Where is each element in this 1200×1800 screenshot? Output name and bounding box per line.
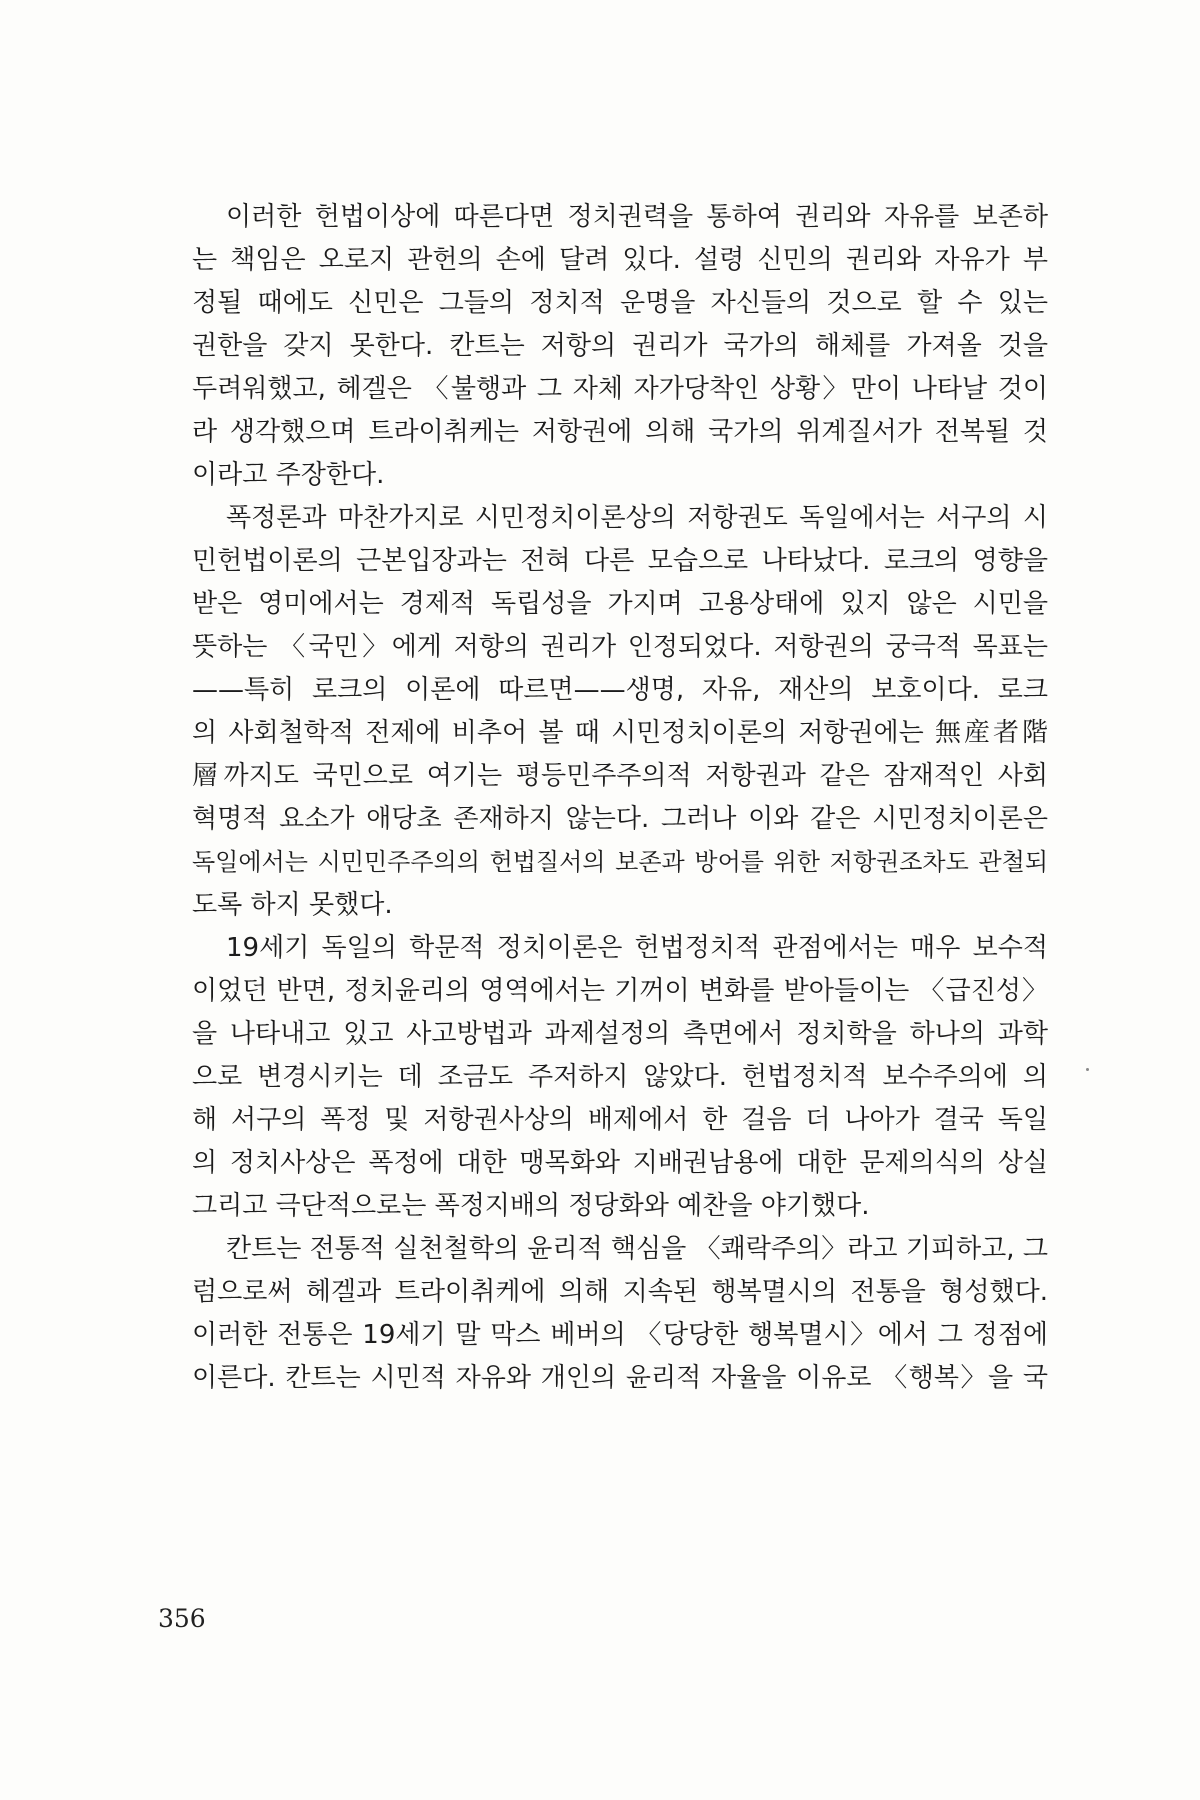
text-line: 그리고 극단적으로는 폭정지배의 정당화와 예찬을 야기했다. bbox=[192, 1191, 870, 1221]
scan-speck bbox=[1086, 1068, 1089, 1071]
text-line: 이른다. 칸트는 시민적 자유와 개인의 윤리적 자율을 이유로 〈행복〉을 국 bbox=[192, 1363, 1048, 1393]
text-line: 의 사회철학적 전제에 비추어 볼 때 시민정치이론의 저항권에는 無産者階 bbox=[192, 718, 1048, 748]
text-line: 럼으로써 헤겔과 트라이취케에 의해 지속된 행복멸시의 전통을 형성했다. bbox=[192, 1277, 1048, 1307]
page-number: 356 bbox=[158, 1604, 206, 1633]
text-line: 이라고 주장한다. bbox=[192, 460, 385, 490]
text-line: 도록 하지 못했다. bbox=[192, 890, 393, 920]
text-line: 민헌법이론의 근본입장과는 전혀 다른 모습으로 나타났다. 로크의 영향을 bbox=[192, 546, 1048, 576]
text-line: 는 책임은 오로지 관헌의 손에 달려 있다. 설령 신민의 권리와 자유가 부 bbox=[192, 245, 1048, 275]
text-line: 이러한 헌법이상에 따른다면 정치권력을 통하여 권리와 자유를 보존하 bbox=[226, 202, 1048, 232]
text-line: 19세기 독일의 학문적 정치이론은 헌법정치적 관점에서는 매우 보수적 bbox=[226, 933, 1048, 963]
paragraph-2 bbox=[158, 497, 1048, 927]
text-line: 을 나타내고 있고 사고방법과 과제설정의 측면에서 정치학을 하나의 과학 bbox=[192, 1019, 1048, 1049]
text-line: 받은 영미에서는 경제적 독립성을 가지며 고용상태에 있지 않은 시민을 bbox=[192, 589, 1048, 619]
text-line: 라 생각했으며 트라이취케는 저항권에 의해 국가의 위계질서가 전복될 것 bbox=[192, 417, 1048, 447]
text-line: 이었던 반면, 정치윤리의 영역에서는 기꺼이 변화를 받아들이는 〈급진성〉 bbox=[192, 976, 1048, 1006]
text-line: 뜻하는 〈국민〉에게 저항의 권리가 인정되었다. 저항권의 궁극적 목표는 bbox=[192, 632, 1048, 662]
text-line: 혁명적 요소가 애당초 존재하지 않는다. 그러나 이와 같은 시민정치이론은 bbox=[192, 804, 1048, 834]
paragraph-3 bbox=[158, 927, 1048, 1228]
body-text bbox=[158, 196, 1048, 1400]
paragraph-4 bbox=[158, 1228, 1048, 1400]
text-line: 두려워했고, 헤겔은 〈불행과 그 자체 자가당착인 상황〉만이 나타날 것이 bbox=[192, 374, 1048, 404]
text-line: 폭정론과 마찬가지로 시민정치이론상의 저항권도 독일에서는 서구의 시 bbox=[226, 503, 1048, 533]
text-line: 의 정치사상은 폭정에 대한 맹목화와 지배권남용에 대한 문제의식의 상실 bbox=[192, 1148, 1048, 1178]
text-line: 칸트는 전통적 실천철학의 윤리적 핵심을 〈쾌락주의〉라고 기피하고, 그 bbox=[226, 1234, 1048, 1264]
text-line: 해 서구의 폭정 및 저항권사상의 배제에서 한 걸음 더 나아가 결국 독일 bbox=[192, 1105, 1048, 1135]
text-line: 이러한 전통은 19세기 말 막스 베버의 〈당당한 행복멸시〉에서 그 정점에 bbox=[192, 1320, 1048, 1350]
text-line: ——특히 로크의 이론에 따르면——생명, 자유, 재산의 보호이다. 로크 bbox=[192, 675, 1048, 705]
text-line: 정될 때에도 신민은 그들의 정치적 운명을 자신들의 것으로 할 수 있는 bbox=[192, 288, 1048, 318]
text-line: 권한을 갖지 못한다. 칸트는 저항의 권리가 국가의 해체를 가져올 것을 bbox=[192, 331, 1048, 361]
text-line: 독일에서는 시민민주주의의 헌법질서의 보존과 방어를 위한 저항권조차도 관철되 bbox=[192, 848, 1048, 876]
text-line: 層까지도 국민으로 여기는 평등민주주의적 저항권과 같은 잠재적인 사회 bbox=[192, 761, 1048, 791]
text-line: 으로 변경시키는 데 조금도 주저하지 않았다. 헌법정치적 보수주의에 의 bbox=[192, 1062, 1048, 1092]
paragraph-1 bbox=[158, 196, 1048, 497]
